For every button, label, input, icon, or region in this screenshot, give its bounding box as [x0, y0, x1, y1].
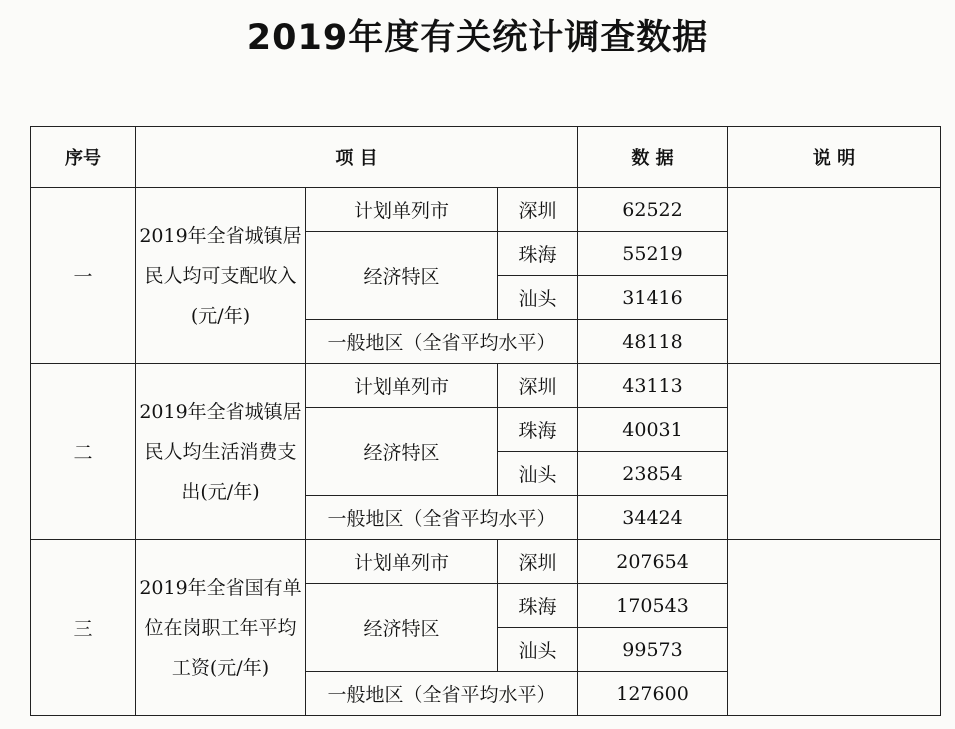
category-sez: 经济特区: [306, 232, 498, 320]
group-note: [728, 364, 941, 540]
table-header-row: [31, 127, 941, 188]
group-description: 2019年全省国有单位在岗职工年平均工资(元/年): [136, 540, 306, 716]
category-sez: 经济特区: [306, 408, 498, 496]
group-note: [728, 540, 941, 716]
header-seq: 序号: [31, 127, 136, 188]
page-title: 2019年度有关统计调查数据: [246, 18, 709, 58]
city-shenzhen: 深圳: [498, 540, 578, 584]
value-shantou: 23854: [578, 452, 728, 496]
header-item: 项 目: [136, 127, 578, 188]
city-shenzhen: 深圳: [498, 364, 578, 408]
header-note: 说 明: [728, 127, 941, 188]
value-shenzhen: 62522: [578, 188, 728, 232]
category-sez: 经济特区: [306, 584, 498, 672]
city-shantou: 汕头: [498, 276, 578, 320]
value-shantou: 31416: [578, 276, 728, 320]
category-planned-city: 计划单列市: [306, 364, 498, 408]
group-seq: 二: [31, 364, 136, 540]
header-data: 数 据: [578, 127, 728, 188]
category-general: 一般地区（全省平均水平）: [306, 496, 578, 540]
group-note: [728, 188, 941, 364]
value-general: 127600: [578, 672, 728, 716]
value-general: 48118: [578, 320, 728, 364]
group-description: 2019年全省城镇居民人均生活消费支出(元/年): [136, 364, 306, 540]
value-shenzhen: 207654: [578, 540, 728, 584]
group-seq: 三: [31, 540, 136, 716]
value-zhuhai: 55219: [578, 232, 728, 276]
city-zhuhai: 珠海: [498, 408, 578, 452]
value-general: 34424: [578, 496, 728, 540]
city-zhuhai: 珠海: [498, 584, 578, 628]
value-zhuhai: 170543: [578, 584, 728, 628]
city-shenzhen: 深圳: [498, 188, 578, 232]
value-zhuhai: 40031: [578, 408, 728, 452]
category-general: 一般地区（全省平均水平）: [306, 320, 578, 364]
value-shenzhen: 43113: [578, 364, 728, 408]
city-shantou: 汕头: [498, 628, 578, 672]
group-seq: 一: [31, 188, 136, 364]
table-row: [31, 364, 941, 408]
statistics-table: [30, 126, 941, 716]
value-shantou: 99573: [578, 628, 728, 672]
table-row: [31, 540, 941, 584]
group-description: 2019年全省城镇居民人均可支配收入(元/年): [136, 188, 306, 364]
city-shantou: 汕头: [498, 452, 578, 496]
category-planned-city: 计划单列市: [306, 188, 498, 232]
table-row: [31, 188, 941, 232]
city-zhuhai: 珠海: [498, 232, 578, 276]
category-planned-city: 计划单列市: [306, 540, 498, 584]
category-general: 一般地区（全省平均水平）: [306, 672, 578, 716]
